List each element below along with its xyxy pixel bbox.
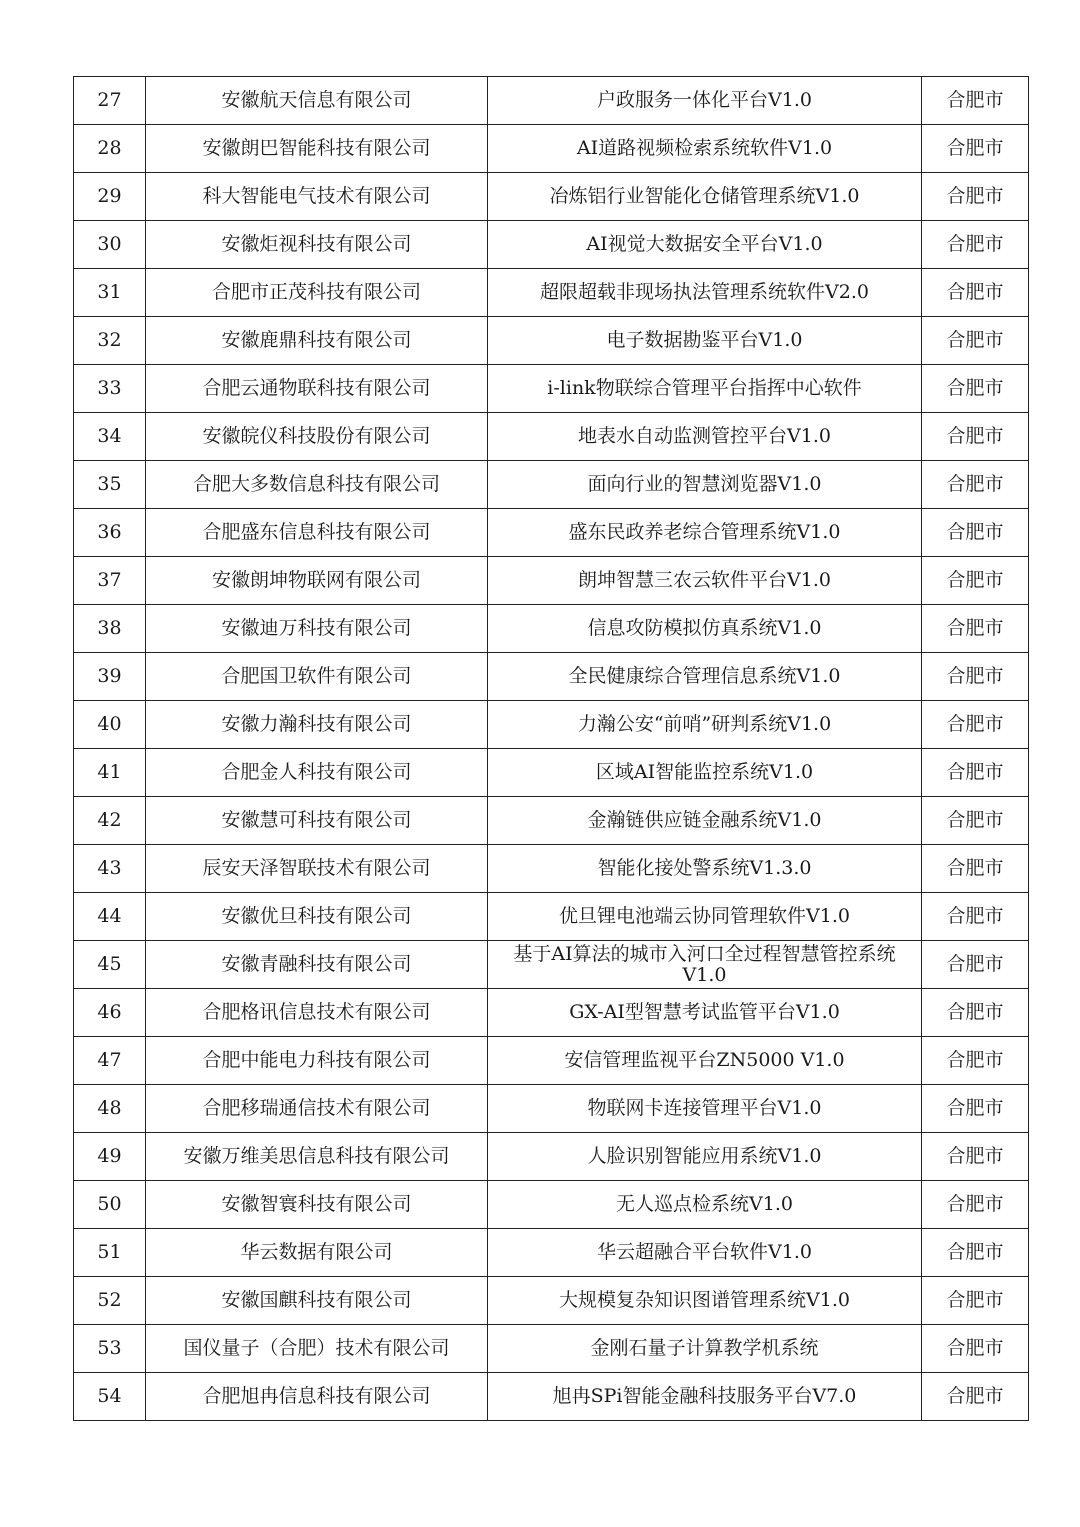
row-number-cell: 33 (74, 365, 146, 413)
product-name-cell: 信息攻防模拟仿真系统V1.0 (488, 605, 922, 653)
product-name-cell: 金刚石量子计算教学机系统 (488, 1325, 922, 1373)
city-cell: 合肥市 (922, 797, 1029, 845)
company-name-cell: 华云数据有限公司 (146, 1229, 488, 1277)
company-name-cell: 安徽炬视科技有限公司 (146, 221, 488, 269)
company-name-cell: 安徽朗巴智能科技有限公司 (146, 125, 488, 173)
city-cell: 合肥市 (922, 557, 1029, 605)
table-row (74, 797, 1029, 845)
table-row (74, 749, 1029, 797)
row-number-cell: 28 (74, 125, 146, 173)
company-name-cell: 安徽青融科技有限公司 (146, 941, 488, 989)
company-name-cell: 合肥格讯信息技术有限公司 (146, 989, 488, 1037)
row-number-cell: 30 (74, 221, 146, 269)
table-row (74, 125, 1029, 173)
row-number-cell: 34 (74, 413, 146, 461)
company-name-cell: 安徽迪万科技有限公司 (146, 605, 488, 653)
product-name-cell: 物联网卡连接管理平台V1.0 (488, 1085, 922, 1133)
table-body (74, 77, 1029, 1421)
table-row (74, 1325, 1029, 1373)
row-number-cell: 43 (74, 845, 146, 893)
table-row (74, 221, 1029, 269)
row-number-cell: 45 (74, 941, 146, 989)
company-name-cell: 合肥金人科技有限公司 (146, 749, 488, 797)
row-number-cell: 51 (74, 1229, 146, 1277)
row-number-cell: 46 (74, 989, 146, 1037)
product-name-cell: 智能化接处警系统V1.3.0 (488, 845, 922, 893)
table-row (74, 605, 1029, 653)
product-name-cell: 优旦锂电池端云协同管理软件V1.0 (488, 893, 922, 941)
table-row (74, 509, 1029, 557)
row-number-cell: 39 (74, 653, 146, 701)
city-cell: 合肥市 (922, 701, 1029, 749)
table-row (74, 317, 1029, 365)
product-name-cell: 人脸识别智能应用系统V1.0 (488, 1133, 922, 1181)
table-row (74, 701, 1029, 749)
table-row (74, 653, 1029, 701)
city-cell: 合肥市 (922, 125, 1029, 173)
row-number-cell: 53 (74, 1325, 146, 1373)
company-name-cell: 合肥市正茂科技有限公司 (146, 269, 488, 317)
city-cell: 合肥市 (922, 893, 1029, 941)
row-number-cell: 54 (74, 1373, 146, 1421)
table-row (74, 845, 1029, 893)
product-name-cell: 力瀚公安“前哨”研判系统V1.0 (488, 701, 922, 749)
company-name-cell: 安徽朗坤物联网有限公司 (146, 557, 488, 605)
company-name-cell: 合肥国卫软件有限公司 (146, 653, 488, 701)
row-number-cell: 29 (74, 173, 146, 221)
product-name-cell: 区域AI智能监控系统V1.0 (488, 749, 922, 797)
company-name-cell: 辰安天泽智联技术有限公司 (146, 845, 488, 893)
city-cell: 合肥市 (922, 1277, 1029, 1325)
row-number-cell: 40 (74, 701, 146, 749)
company-name-cell: 安徽优旦科技有限公司 (146, 893, 488, 941)
company-name-cell: 安徽力瀚科技有限公司 (146, 701, 488, 749)
table-row (74, 1229, 1029, 1277)
city-cell: 合肥市 (922, 221, 1029, 269)
table-row (74, 1277, 1029, 1325)
product-name-cell: 地表水自动监测管控平台V1.0 (488, 413, 922, 461)
company-name-cell: 合肥移瑞通信技术有限公司 (146, 1085, 488, 1133)
product-name-cell: 面向行业的智慧浏览器V1.0 (488, 461, 922, 509)
city-cell: 合肥市 (922, 509, 1029, 557)
product-name-cell: 无人巡点检系统V1.0 (488, 1181, 922, 1229)
table-row (74, 557, 1029, 605)
city-cell: 合肥市 (922, 173, 1029, 221)
city-cell: 合肥市 (922, 1373, 1029, 1421)
city-cell: 合肥市 (922, 1037, 1029, 1085)
table-row (74, 365, 1029, 413)
row-number-cell: 41 (74, 749, 146, 797)
product-name-cell: i-link物联综合管理平台指挥中心软件 (488, 365, 922, 413)
table-row (74, 1373, 1029, 1421)
row-number-cell: 48 (74, 1085, 146, 1133)
product-name-cell: 朗坤智慧三农云软件平台V1.0 (488, 557, 922, 605)
row-number-cell: 42 (74, 797, 146, 845)
row-number-cell: 44 (74, 893, 146, 941)
row-number-cell: 37 (74, 557, 146, 605)
enterprise-product-table (73, 76, 1029, 1421)
company-name-cell: 合肥旭冉信息科技有限公司 (146, 1373, 488, 1421)
product-name-cell: 华云超融合平台软件V1.0 (488, 1229, 922, 1277)
company-name-cell: 科大智能电气技术有限公司 (146, 173, 488, 221)
table-row (74, 413, 1029, 461)
row-number-cell: 49 (74, 1133, 146, 1181)
product-name-cell: 户政服务一体化平台V1.0 (488, 77, 922, 125)
product-name-cell: 盛东民政养老综合管理系统V1.0 (488, 509, 922, 557)
company-name-cell: 安徽万维美思信息科技有限公司 (146, 1133, 488, 1181)
table-row (74, 1085, 1029, 1133)
city-cell: 合肥市 (922, 749, 1029, 797)
city-cell: 合肥市 (922, 1229, 1029, 1277)
city-cell: 合肥市 (922, 941, 1029, 989)
company-name-cell: 安徽航天信息有限公司 (146, 77, 488, 125)
row-number-cell: 47 (74, 1037, 146, 1085)
company-name-cell: 合肥中能电力科技有限公司 (146, 1037, 488, 1085)
row-number-cell: 36 (74, 509, 146, 557)
table-row (74, 1133, 1029, 1181)
row-number-cell: 32 (74, 317, 146, 365)
city-cell: 合肥市 (922, 365, 1029, 413)
product-name-cell: GX-AI型智慧考试监管平台V1.0 (488, 989, 922, 1037)
city-cell: 合肥市 (922, 989, 1029, 1037)
company-name-cell: 安徽鹿鼎科技有限公司 (146, 317, 488, 365)
city-cell: 合肥市 (922, 845, 1029, 893)
city-cell: 合肥市 (922, 1133, 1029, 1181)
product-name-cell: AI视觉大数据安全平台V1.0 (488, 221, 922, 269)
row-number-cell: 52 (74, 1277, 146, 1325)
table-row (74, 1037, 1029, 1085)
table-row (74, 173, 1029, 221)
product-name-cell: 安信管理监视平台ZN5000 V1.0 (488, 1037, 922, 1085)
company-name-cell: 合肥云通物联科技有限公司 (146, 365, 488, 413)
table-row (74, 941, 1029, 989)
product-name-cell: 冶炼铝行业智能化仓储管理系统V1.0 (488, 173, 922, 221)
product-name-cell: 旭冉SPi智能金融科技服务平台V7.0 (488, 1373, 922, 1421)
city-cell: 合肥市 (922, 413, 1029, 461)
city-cell: 合肥市 (922, 77, 1029, 125)
row-number-cell: 27 (74, 77, 146, 125)
table-row (74, 77, 1029, 125)
table-row (74, 461, 1029, 509)
company-name-cell: 安徽慧可科技有限公司 (146, 797, 488, 845)
company-name-cell: 国仪量子（合肥）技术有限公司 (146, 1325, 488, 1373)
row-number-cell: 38 (74, 605, 146, 653)
company-name-cell: 合肥盛东信息科技有限公司 (146, 509, 488, 557)
company-name-cell: 安徽智寰科技有限公司 (146, 1181, 488, 1229)
city-cell: 合肥市 (922, 1181, 1029, 1229)
table-row (74, 893, 1029, 941)
city-cell: 合肥市 (922, 461, 1029, 509)
city-cell: 合肥市 (922, 1325, 1029, 1373)
row-number-cell: 31 (74, 269, 146, 317)
product-name-cell: 大规模复杂知识图谱管理系统V1.0 (488, 1277, 922, 1325)
product-name-cell: 金瀚链供应链金融系统V1.0 (488, 797, 922, 845)
city-cell: 合肥市 (922, 605, 1029, 653)
row-number-cell: 35 (74, 461, 146, 509)
company-name-cell: 合肥大多数信息科技有限公司 (146, 461, 488, 509)
city-cell: 合肥市 (922, 653, 1029, 701)
product-name-cell: AI道路视频检索系统软件V1.0 (488, 125, 922, 173)
row-number-cell: 50 (74, 1181, 146, 1229)
city-cell: 合肥市 (922, 317, 1029, 365)
table-row (74, 989, 1029, 1037)
table-row (74, 1181, 1029, 1229)
company-name-cell: 安徽国麒科技有限公司 (146, 1277, 488, 1325)
product-name-cell: 全民健康综合管理信息系统V1.0 (488, 653, 922, 701)
product-name-cell: 超限超载非现场执法管理系统软件V2.0 (488, 269, 922, 317)
product-name-cell: 电子数据勘鉴平台V1.0 (488, 317, 922, 365)
city-cell: 合肥市 (922, 1085, 1029, 1133)
company-name-cell: 安徽皖仪科技股份有限公司 (146, 413, 488, 461)
city-cell: 合肥市 (922, 269, 1029, 317)
product-name-cell: 基于AI算法的城市入河口全过程智慧管控系统V1.0 (488, 941, 922, 989)
table-row (74, 269, 1029, 317)
